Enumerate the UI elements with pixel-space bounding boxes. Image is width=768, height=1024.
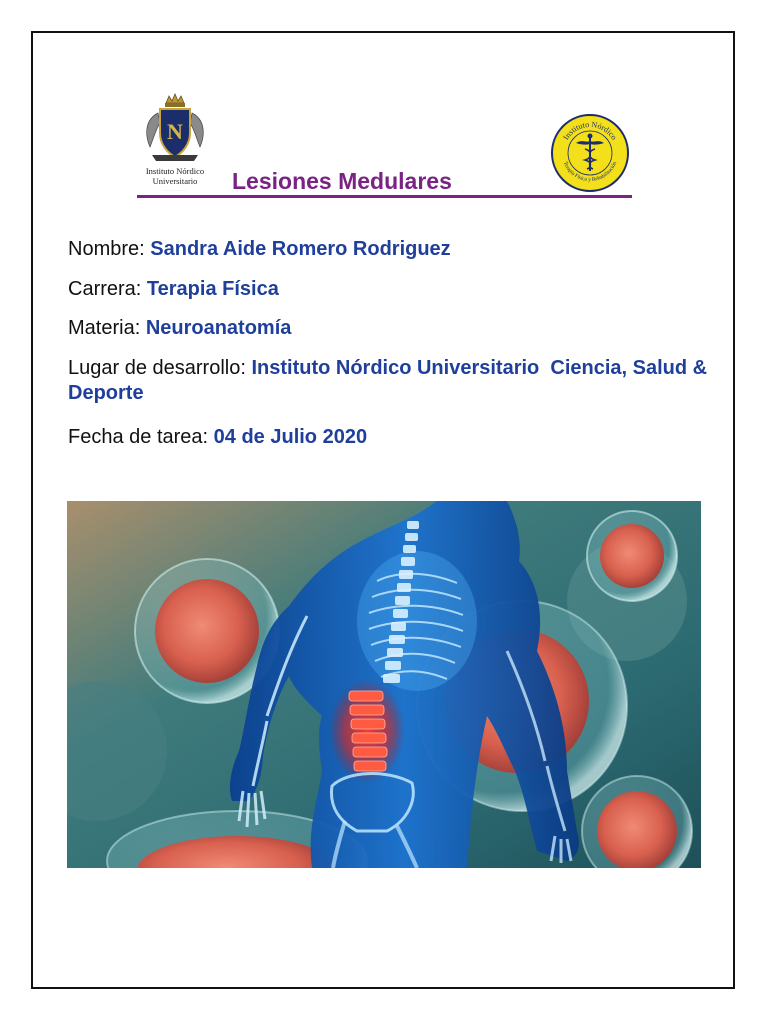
spinal-injury-illustration	[67, 501, 701, 868]
field-carrera-value: Terapia Física	[146, 278, 279, 300]
field-lugar	[68, 356, 718, 406]
institute-crest-logo	[136, 93, 214, 197]
title-underline	[137, 195, 632, 198]
field-carrera-label: Carrera:	[68, 278, 142, 300]
field-fecha	[68, 425, 367, 450]
svg-text:Terapia Física y Rehabilitació: Terapia Física y Rehabilitación	[561, 160, 619, 184]
crest-line-1: Instituto Nórdico	[145, 166, 205, 176]
crest-line-2: Universitario	[152, 176, 198, 186]
field-fecha-value: 04 de Julio 2020	[213, 426, 368, 448]
field-materia-value: Neuroanatomía	[145, 317, 292, 339]
field-lugar-label: Lugar de desarrollo:	[68, 357, 246, 379]
document-title: Lesiones Medulares	[232, 168, 452, 194]
rehab-seal-logo	[550, 113, 630, 193]
caduceus-seal-icon	[550, 113, 630, 193]
field-carrera	[68, 277, 279, 302]
svg-text:N: N	[167, 119, 183, 144]
field-nombre	[68, 237, 451, 262]
field-materia	[68, 316, 291, 341]
human-body-xray-spine-icon	[67, 501, 701, 868]
crest-shield-icon	[136, 93, 214, 165]
field-nombre-label: Nombre:	[68, 238, 145, 260]
field-materia-label: Materia:	[68, 317, 141, 339]
crest-small-line: · · · · · · · · · ·	[163, 188, 187, 193]
field-lugar-value: Instituto Nórdico Universitario Ciencia, Salud & Deporte	[68, 357, 713, 404]
field-nombre-value: Sandra Aide Romero Rodriguez	[150, 238, 451, 260]
svg-text:Instituto Nórdico: Instituto Nórdico	[561, 119, 619, 142]
field-fecha-label: Fecha de tarea:	[68, 426, 209, 448]
